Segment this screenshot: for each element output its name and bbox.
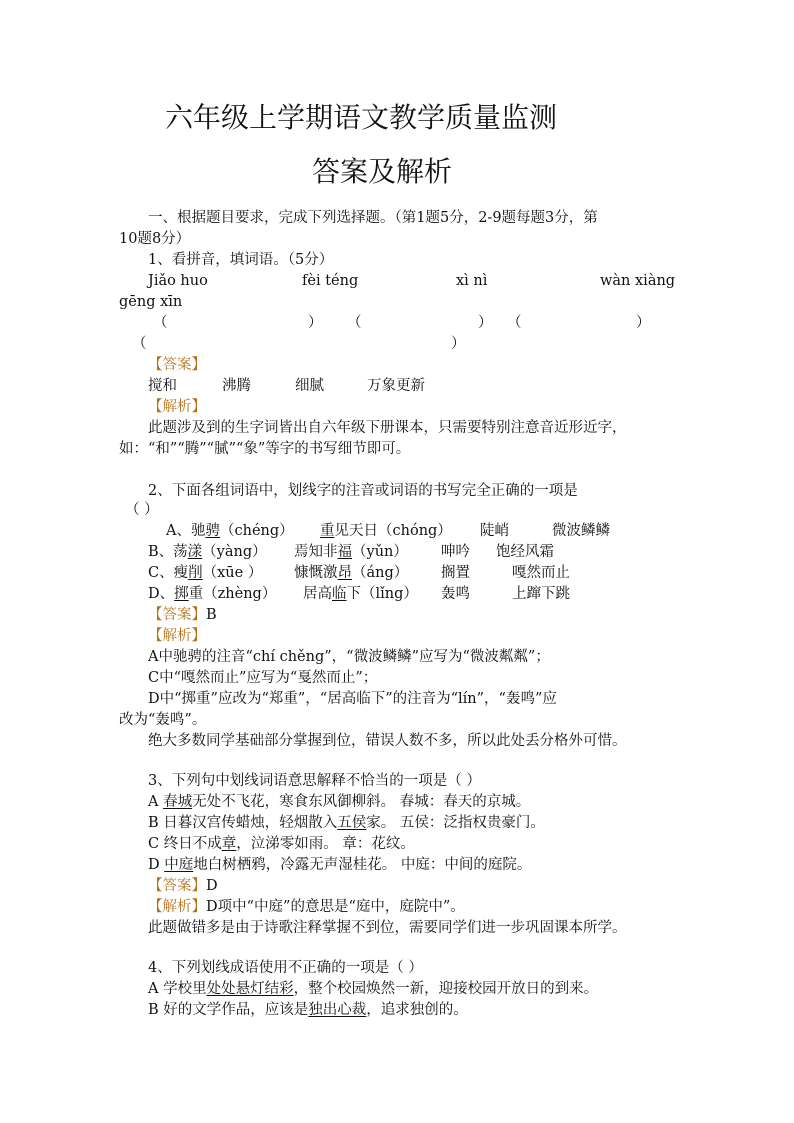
q3-a-prefix: A	[148, 794, 164, 810]
q3-b-prefix: B 日暮汉宫传蜡烛，轻烟散入	[148, 815, 338, 831]
q2-a-underline-1: 骋	[205, 523, 220, 539]
q2-a-word-3: 陡峭	[480, 523, 509, 539]
section-heading-cont: 10题8分）	[119, 231, 191, 247]
q4-stem: 4、下列划线成语使用不正确的一项是（ ）	[148, 960, 423, 976]
q2-b-word-3: 呻吟	[441, 544, 470, 560]
q2-option-c	[148, 563, 262, 583]
q2-d-underline-2: 临	[332, 586, 347, 602]
q3-answer-tag: 【答案】	[148, 878, 206, 894]
q2-c-underline-1: 削	[188, 565, 203, 581]
q2-option-b	[148, 542, 267, 562]
q3-analysis-line-2: 此题做错多是由于诗歌注释掌握不到位，需要同学们进一步巩固课本所学。	[148, 920, 627, 936]
q3-a-rest: 无处不飞花，寒食东风御柳斜。 春城：春天的京城。	[192, 794, 531, 810]
q1-analysis-line-2: 如：“和”“腾”“腻”“象”等字的书写细节即可。	[119, 441, 411, 457]
q3-answer-value: D	[206, 878, 218, 894]
q3-analysis-tag: 【解析】	[148, 899, 206, 915]
q1-answer-3: 细腻	[295, 378, 324, 394]
q4-a-rest: ，整个校园焕然一新，迎接校园开放日的到来。	[293, 981, 599, 997]
q1-analysis-line-1: 此题涉及到的生字词皆出自六年级下册课本，只需要特别注意音近形近字，	[148, 420, 627, 436]
q2-stem: 2、下面各组词语中，划线字的注音或词语的书写完全正确的一项是	[148, 483, 578, 499]
q2-c-reading-1: （xūe ）	[202, 565, 263, 581]
q2-d-word-2a: 居高	[303, 586, 332, 602]
q2-option-b-word-2	[294, 542, 408, 562]
q1-analysis-tag: 【解析】	[148, 399, 206, 415]
q2-analysis-line-4: 改为“轰鸣”。	[119, 712, 207, 728]
q2-c-prefix: C、瘦	[148, 565, 189, 581]
q1-answer-2: 沸腾	[222, 378, 251, 394]
q2-analysis-line-1: A中驰骋的注音“chí chěng”，“微波鳞鳞”应写为“微波粼粼”；	[148, 649, 550, 665]
q2-option-c-word-2	[294, 563, 408, 583]
q3-c-underline: 章	[221, 836, 237, 852]
q4-b-prefix: B 好的文学作品，应该是	[148, 1002, 309, 1018]
q2-analysis-tag: 【解析】	[148, 628, 206, 644]
q2-c-word-3: 搁置	[441, 565, 470, 581]
q3-c-prefix: C 终日不成	[148, 836, 222, 852]
q3-option-b	[148, 813, 545, 833]
q4-option-a	[148, 979, 598, 999]
q2-a-word-4: 微波鳞鳞	[552, 523, 610, 539]
q3-d-prefix: D	[148, 857, 165, 873]
q2-option-d	[148, 584, 276, 604]
q1-stem: 1、看拼音，填词语。（5分）	[148, 252, 334, 268]
q1-blank-4-open: （	[132, 336, 147, 352]
q4-a-underline: 处处悬灯结彩	[206, 981, 294, 997]
q3-b-rest: 家。 五侯：泛指权贵豪门。	[366, 815, 545, 831]
q1-blank-1-close: ）	[308, 315, 323, 331]
q2-a-reading-1: （chéng）	[219, 523, 294, 539]
q2-a-underline-2: 重	[320, 523, 335, 539]
q2-answer	[148, 605, 217, 625]
q2-b-prefix: B、荡	[148, 544, 188, 560]
q2-c-reading-2: （áng）	[352, 565, 409, 581]
q3-a-underline: 春城	[163, 794, 193, 810]
q3-d-underline: 中庭	[164, 857, 194, 873]
q1-blank-3-open: （	[507, 315, 522, 331]
q2-b-underline-1: 漾	[187, 544, 203, 560]
q4-a-prefix: A 学校里	[148, 981, 207, 997]
q2-a-reading-2: 见天日（chóng）	[334, 523, 452, 539]
q2-analysis-line-3: D中“掷重”应改为“郑重”，“居高临下”的注音为“lín”，“轰鸣”应	[148, 691, 557, 707]
q1-blank-2-open: （	[347, 315, 362, 331]
q2-option-a	[166, 521, 294, 541]
q3-option-d	[148, 855, 531, 875]
q1-pinyin-5: gēng xīn	[119, 294, 183, 310]
q2-answer-tag: 【答案】	[148, 607, 206, 623]
q2-c-word-4: 嘎然而止	[512, 565, 570, 581]
document-title: 六年级上学期语文教学质量监测	[165, 101, 558, 134]
q2-b-reading-2: （yǔn）	[352, 544, 408, 560]
q3-c-rest: ，泣涕零如雨。 章：花纹。	[236, 836, 415, 852]
q3-b-underline: 五侯	[337, 815, 367, 831]
q1-pinyin-4: wàn xiàng	[600, 273, 676, 289]
q2-b-word-4: 饱经风霜	[496, 544, 554, 560]
q3-option-c	[148, 834, 415, 854]
q2-d-reading-1: 重（zhèng）	[188, 586, 277, 602]
q2-analysis-line-5: 绝大多数同学基础部分掌握到位，错误人数不多，所以此处丢分格外可惜。	[148, 733, 627, 749]
q1-blank-2-close: ）	[478, 315, 493, 331]
q1-answer-tag: 【答案】	[148, 357, 206, 373]
q2-c-word-2a: 慷慨激	[294, 565, 338, 581]
q2-c-underline-2: 昂	[337, 565, 352, 581]
q1-blank-4-close: ）	[451, 336, 466, 352]
q3-analysis-line-1	[148, 897, 465, 917]
q1-blank-1-open: （	[153, 315, 168, 331]
q4-b-rest: ，追求独创的。	[366, 1002, 468, 1018]
q2-b-word-2a: 焉知非	[294, 544, 338, 560]
q2-analysis-line-2: C中“嘎然而止”应写为“戛然而止”；	[148, 670, 378, 686]
q2-paren: （ ）	[125, 502, 159, 518]
q2-d-word-3: 轰鸣	[441, 586, 470, 602]
q2-d-word-4: 上蹿下跳	[512, 586, 570, 602]
q1-answer-1: 搅和	[148, 378, 177, 394]
q4-b-underline: 独出心裁	[308, 1002, 367, 1018]
q2-a-prefix: A、驰	[166, 523, 206, 539]
q2-option-d-word-2	[303, 584, 418, 604]
q2-b-reading-1: （yàng）	[202, 544, 267, 560]
q3-answer	[148, 876, 218, 896]
q3-d-rest: 地白树栖鸦，冷露无声湿桂花。 中庭：中间的庭院。	[193, 857, 532, 873]
q3-stem: 3、下列句中划线词语意思解释不恰当的一项是（ ）	[148, 773, 481, 789]
q4-option-b	[148, 1000, 468, 1020]
q2-d-underline-1: 掷	[174, 586, 189, 602]
q1-pinyin-3: xì nì	[456, 273, 488, 289]
q1-blank-3-close: ）	[636, 315, 651, 331]
q2-b-underline-2: 福	[337, 544, 352, 560]
q1-pinyin-2: fèi téng	[302, 273, 359, 289]
q1-answer-4: 万象更新	[367, 378, 425, 394]
q2-option-a-word-2	[320, 521, 452, 541]
q2-d-prefix: D、	[148, 586, 175, 602]
q3-analysis-text-1: D项中“中庭”的意思是“庭中，庭院中”。	[206, 899, 465, 915]
document-subtitle: 答案及解析	[312, 155, 453, 188]
q1-pinyin-1: Jiǎo huo	[148, 273, 208, 289]
q2-answer-value: B	[206, 607, 217, 623]
q2-d-reading-2: 下（lǐng）	[346, 586, 418, 602]
q3-option-a	[148, 792, 530, 812]
section-heading: 一、根据题目要求，完成下列选择题。（第1题5分，2-9题每题3分，第	[148, 210, 598, 226]
